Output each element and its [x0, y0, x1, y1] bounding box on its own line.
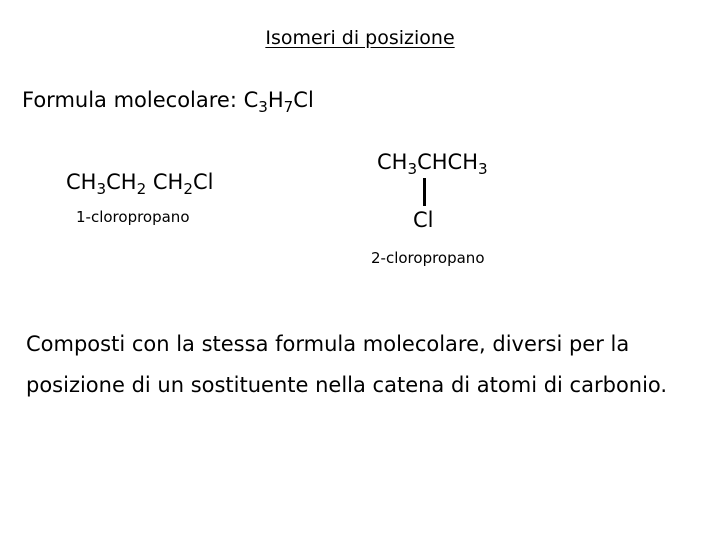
chemical-bond-line	[423, 178, 426, 206]
molecule-2-structure	[377, 150, 488, 178]
molecule-1-structure	[66, 170, 214, 198]
mol2-sub-1: 3	[407, 159, 418, 178]
mol2-group-1: CH	[377, 150, 408, 174]
page-title	[0, 27, 720, 49]
mol1-group-2: CH	[106, 170, 137, 194]
molecule-2-name: 2-cloropropano	[371, 249, 485, 267]
molecular-formula	[22, 88, 314, 116]
mol2-sub-2: 3	[478, 159, 488, 178]
mol1-group-3: CH	[146, 170, 184, 194]
molecule-2-substituent: Cl	[413, 208, 434, 232]
mol1-sub-3: 2	[183, 179, 193, 198]
formula-chlorine: Cl	[293, 88, 314, 112]
formula-hydrogen: H	[267, 88, 284, 112]
formula-subscript-c: 3	[258, 97, 268, 116]
formula-subscript-h: 7	[283, 97, 294, 116]
mol1-sub-1: 3	[96, 179, 107, 198]
molecule-1-name: 1-cloropropano	[76, 208, 190, 226]
definition-line-2: posizione di un sostituente nella catena di atomi di carbonio.	[26, 373, 668, 397]
formula-label: Formula molecolare: C	[22, 88, 259, 112]
mol2-group-2: CHCH	[417, 150, 479, 174]
mol1-group-1: CH	[66, 170, 97, 194]
mol1-chlorine: Cl	[192, 170, 214, 194]
mol1-sub-2: 2	[136, 179, 147, 198]
definition-line-1: Composti con la stessa formula molecolare, diversi per la	[26, 332, 630, 356]
title-text: Isomeri di posizione	[265, 27, 455, 49]
